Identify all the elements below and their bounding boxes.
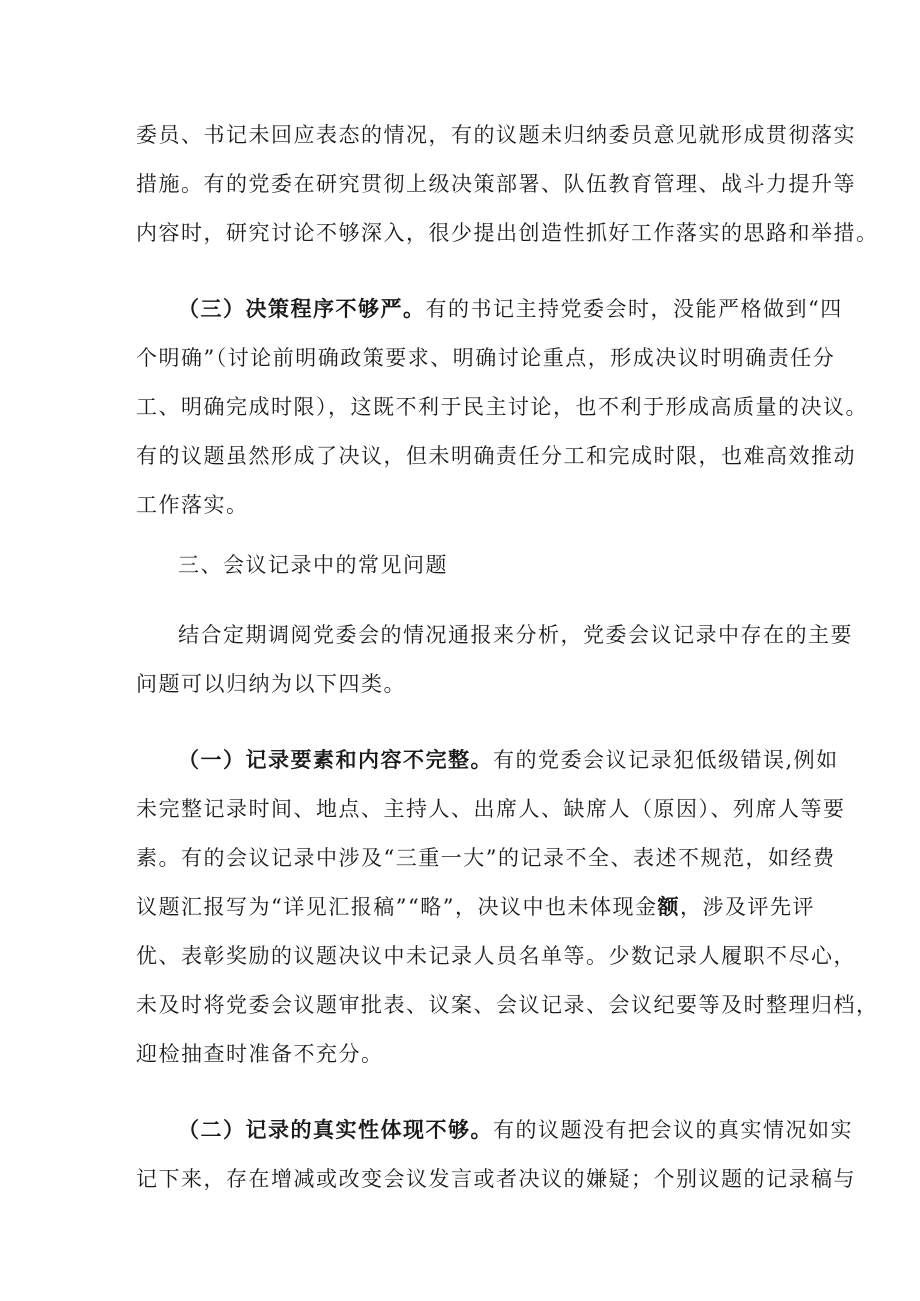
body-text: 有的书记主持党委会时，没能严格做到“四 <box>425 297 843 321</box>
body-text-line: 记下来，存在增减或改变会议发言或者决议的嫌疑；个别议题的记录稿与 <box>136 1167 856 1191</box>
body-text-line: 结合定期调阅党委会的情况通报来分析，党委会议记录中存在的主要 <box>178 623 853 647</box>
subsection-heading: （一）记录要素和内容不完整。 <box>178 747 493 772</box>
subsection-heading: （三）决策程序不够严。 <box>178 296 426 321</box>
body-text-line: 措施。有的党委在研究贯彻上级决策部署、队伍教育管理、战斗力提升等 <box>136 172 856 196</box>
body-text-line: 内容时，研究讨论不够深入，很少提出创造性抓好工作落实的思路和举措。 <box>136 221 879 245</box>
body-text-line <box>136 893 815 921</box>
body-text-line: 未及时将党委会议题审批表、议案、会议记录、会议纪要等及时整理归档， <box>136 993 879 1017</box>
body-text-line: 素。有的会议记录中涉及“三重一大”的记录不全、表述不规范，如经费 <box>136 846 836 870</box>
body-text-line: 工、明确完成时限），这既不利于民主讨论，也不利于形成高质量的决议。 <box>136 395 868 419</box>
section-heading: 三、会议记录中的常见问题 <box>178 553 448 577</box>
paragraph-first-line <box>178 746 839 774</box>
body-text: 有的议题没有把会议的真实情况如实 <box>493 1118 853 1142</box>
paragraph-first-line <box>178 1116 853 1144</box>
body-text-line: 未完整记录时间、地点、主持人、出席人、缺席人（原因）、列席人等要 <box>136 797 846 821</box>
body-text: 议题汇报写为“详见汇报稿”“略”，决议中也未体现金 <box>136 895 658 919</box>
body-text-line: 优、表彰奖励的议题决议中未记录人员名单等。少数记录人履职不尽心， <box>136 944 856 968</box>
body-text-line: 迎检抽查时准备不充分。 <box>136 1042 384 1066</box>
bold-character: 额 <box>657 894 680 919</box>
subsection-heading: （二）记录的真实性体现不够。 <box>178 1117 493 1142</box>
body-text-line: 委员、书记未回应表态的情况，有的议题未归纳委员意见就形成贯彻落实 <box>136 123 856 147</box>
paragraph-first-line <box>178 295 843 323</box>
body-text: ，涉及评先评 <box>679 895 815 919</box>
body-text-line: 工作落实。 <box>136 493 249 517</box>
body-text: 有的党委会议记录犯低级错误,例如 <box>493 748 839 772</box>
body-text-line: 个明确”（讨论前明确政策要求、明确讨论重点，形成决议时明确责任分 <box>136 346 836 370</box>
body-text-line: 有的议题虽然形成了决议，但未明确责任分工和完成时限，也难高效推动 <box>136 444 856 468</box>
body-text-line: 问题可以归纳为以下四类。 <box>136 672 406 696</box>
